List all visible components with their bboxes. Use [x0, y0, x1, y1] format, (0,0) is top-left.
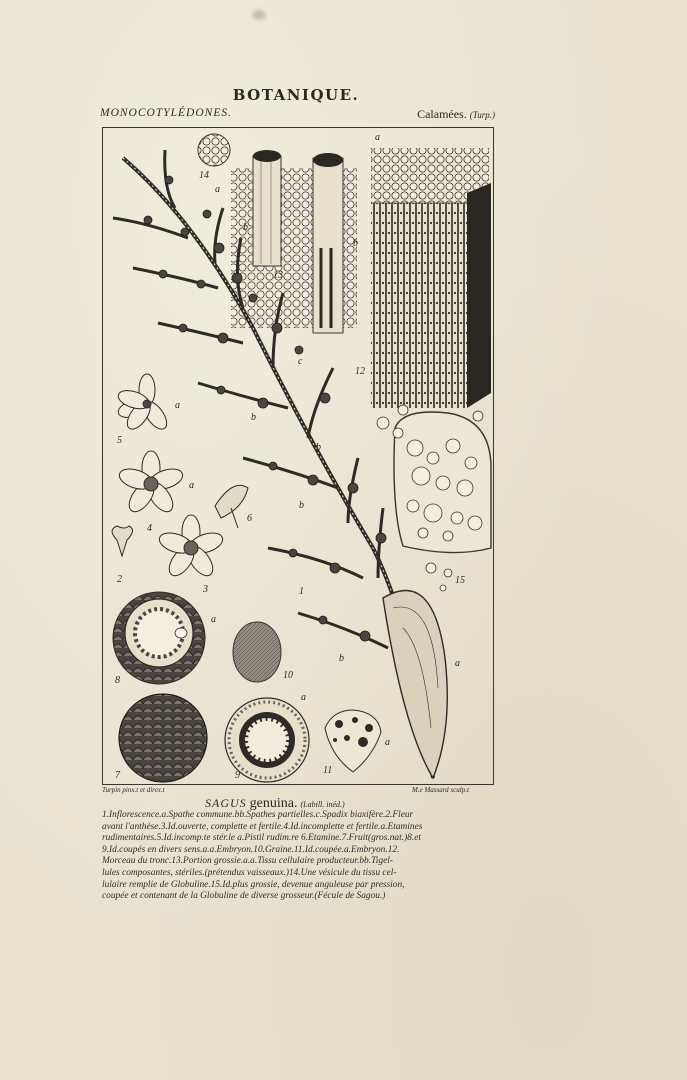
label-b-2: b	[316, 442, 321, 453]
fig11-seed-section	[325, 710, 381, 772]
illustration-plate	[102, 127, 494, 785]
label-b-3: b	[299, 500, 304, 511]
label-b-4: b	[339, 653, 344, 664]
page-title: BOTANIQUE.	[232, 86, 360, 104]
ink-spot	[252, 10, 266, 20]
caption-line: avant l'anthèse.3.Id.ouverte, complette et fertile.4.Id.incomplette et fertile.a.Etamines	[102, 821, 423, 832]
fig6-stamen	[215, 485, 248, 528]
fig5-sterile-flower	[116, 374, 171, 433]
label-a-4: a	[189, 480, 194, 491]
label-a-5: a	[175, 400, 180, 411]
botanical-illustration	[103, 128, 493, 784]
label-11: 11	[323, 765, 333, 776]
caption-line: Morceau du tronc.13.Portion grossie.a.a.Tissu cellulaire producteur.bb.Tigel-	[102, 856, 393, 867]
fig2-bud	[112, 526, 133, 556]
label-a-9: a	[301, 692, 306, 703]
label-15: 15	[455, 575, 465, 586]
label-a-1: a	[455, 658, 460, 669]
label-12: 12	[355, 366, 365, 377]
label-b-13: b	[243, 222, 248, 233]
label-6: 6	[247, 513, 252, 524]
label-a-8: a	[211, 614, 216, 625]
family-abbr: (Turp.)	[469, 110, 495, 120]
label-2: 2	[117, 574, 122, 585]
label-13: 13	[273, 270, 283, 281]
fig4-flower	[117, 451, 185, 516]
fig8-fruit-section	[113, 592, 205, 684]
caption-line: rudimentaires.5.Id.incomp.te stér.le a.Pistil rudim.re 6.Etamine.7.Fruit(gros.nat.)8.et	[102, 833, 421, 844]
label-4: 4	[147, 523, 152, 534]
label-9: 9	[235, 770, 240, 781]
caption-line: lulaire remplie de Globuline.15.Id.plus grossie, devenue anguleuse par pression,	[102, 879, 405, 890]
engraver-credit: M.e Massard sculp.t	[412, 786, 469, 794]
fig7-whole-fruit	[119, 694, 207, 782]
family-name: Calamées.	[417, 107, 467, 121]
fig3-open-flower	[157, 515, 225, 580]
label-b-1: b	[251, 412, 256, 423]
fig13-trunk-portion	[231, 150, 357, 333]
label-5: 5	[117, 435, 122, 446]
fig10-seed	[233, 613, 281, 682]
species-authority: (Labill. inéd.)	[300, 800, 345, 809]
label-b-13b: b	[353, 238, 358, 249]
plate-caption	[102, 810, 512, 903]
label-a-11: a	[385, 737, 390, 748]
fig15-starch-cells	[377, 405, 491, 591]
caption-line: 1.Inflorescence.a.Spathe commune.bb.Spathes partielles.c.Spadix biaxifère.2.Fleur	[102, 810, 414, 820]
caption-line: 9.Id.coupés en divers sens.a.a.Embryon.10.Graine.11.Id.coupée.a.Embryon.12.	[102, 844, 400, 855]
label-1: 1	[299, 586, 304, 597]
division-label: MONOCOTYLÉDONES.	[100, 107, 232, 119]
label-14: 14	[199, 170, 209, 181]
label-c: c	[298, 356, 303, 367]
caption-line: lules composantes, stériles.(prétendus vaisseaux.)14.Une vésicule du tissu cel-	[102, 867, 397, 878]
label-3: 3	[203, 584, 208, 595]
fig14-vesicle	[198, 134, 230, 166]
label-a-13: a	[215, 184, 220, 195]
label-10: 10	[283, 670, 293, 681]
fig12-trunk-piece	[371, 148, 491, 408]
label-8: 8	[115, 675, 120, 686]
caption-line: coupée et contenant de la Globuline de diverse grosseur.(Fécule de Sagou.)	[102, 891, 386, 902]
family-label	[417, 107, 495, 122]
genus-name: SAGUS	[205, 796, 247, 810]
label-7: 7	[115, 770, 120, 781]
illustrator-credit: Turpin pinx.t et direx.t	[102, 786, 165, 794]
label-a-12: a	[375, 132, 380, 143]
species-epithet: genuina.	[249, 796, 298, 811]
